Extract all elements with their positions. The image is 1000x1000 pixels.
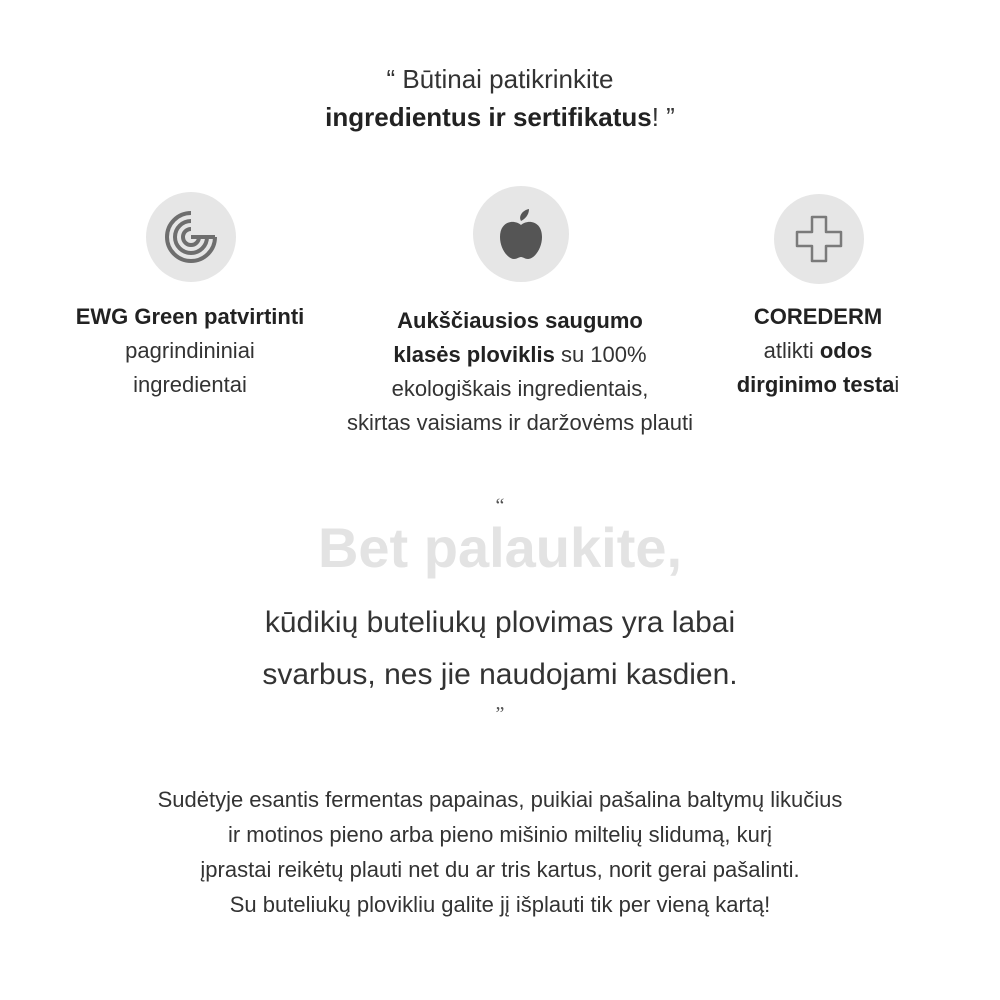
description-line-2: ir motinos pieno arba pieno mišinio miltelių slidumą, kurį	[227, 822, 773, 847]
feature-ewg	[40, 300, 340, 402]
feature-safety-line2	[310, 338, 730, 372]
headline-bold: ingredientus ir sertifikatus	[325, 102, 652, 132]
feature-ewg-line3: ingredientai	[133, 372, 247, 397]
open-quote-mark: “	[495, 495, 505, 517]
description-line-3: įprastai reikėtų plauti net du ar tris kartus, norit gerai pašalinti.	[200, 857, 800, 882]
feature-corederm-line2	[700, 334, 936, 368]
feature-corederm-pre2: atlikti	[763, 338, 820, 363]
feature-ewg-line2: pagrindininiai	[125, 338, 255, 363]
ewg-target-icon	[163, 209, 219, 265]
middle-line-1: kūdikių buteliukų plovimas yra labai	[264, 606, 736, 639]
feature-safety-line3: ekologiškais ingredientais,	[391, 376, 649, 401]
description-paragraph	[0, 782, 1000, 922]
feature-safety-bold2: klasės ploviklis	[393, 342, 555, 367]
feature-corederm-bold2: odos	[819, 338, 873, 363]
feature-corederm-line3	[700, 368, 936, 402]
description-line-4: Su buteliukų plovikliu galite jį išplauti tik per vieną kartą!	[229, 892, 771, 917]
headline-line-2	[0, 98, 1000, 136]
feature-corederm-end3: i	[894, 372, 900, 397]
feature-corederm-bold3: dirginimo testa	[736, 372, 895, 397]
apple-badge	[473, 186, 569, 282]
ewg-badge	[146, 192, 236, 282]
faded-title: Bet palaukite,	[317, 516, 683, 579]
description-line-1: Sudėtyje esantis fermentas papainas, puikiai pašalina baltymų likučius	[157, 787, 843, 812]
feature-corederm-title: COREDERM	[753, 304, 883, 329]
middle-line-2: svarbus, nes jie naudojami kasdien.	[262, 658, 738, 691]
feature-ewg-title: EWG Green patvirtinti	[75, 304, 305, 329]
feature-safety-line4: skirtas vaisiams ir daržovėms plauti	[347, 410, 693, 435]
headline-quote	[0, 60, 1000, 136]
feature-corederm	[700, 300, 936, 402]
headline-line-1: “ Būtinai patikrinkite	[386, 64, 614, 94]
cross-badge	[774, 194, 864, 284]
medical-cross-icon	[793, 213, 845, 265]
close-quote-mark: ”	[495, 703, 505, 725]
feature-safety	[310, 304, 730, 440]
headline-end: ! ”	[651, 102, 675, 132]
feature-safety-title: Aukščiausios saugumo	[397, 308, 643, 333]
feature-safety-rest2: su 100%	[554, 342, 647, 367]
apple-icon	[496, 207, 546, 261]
